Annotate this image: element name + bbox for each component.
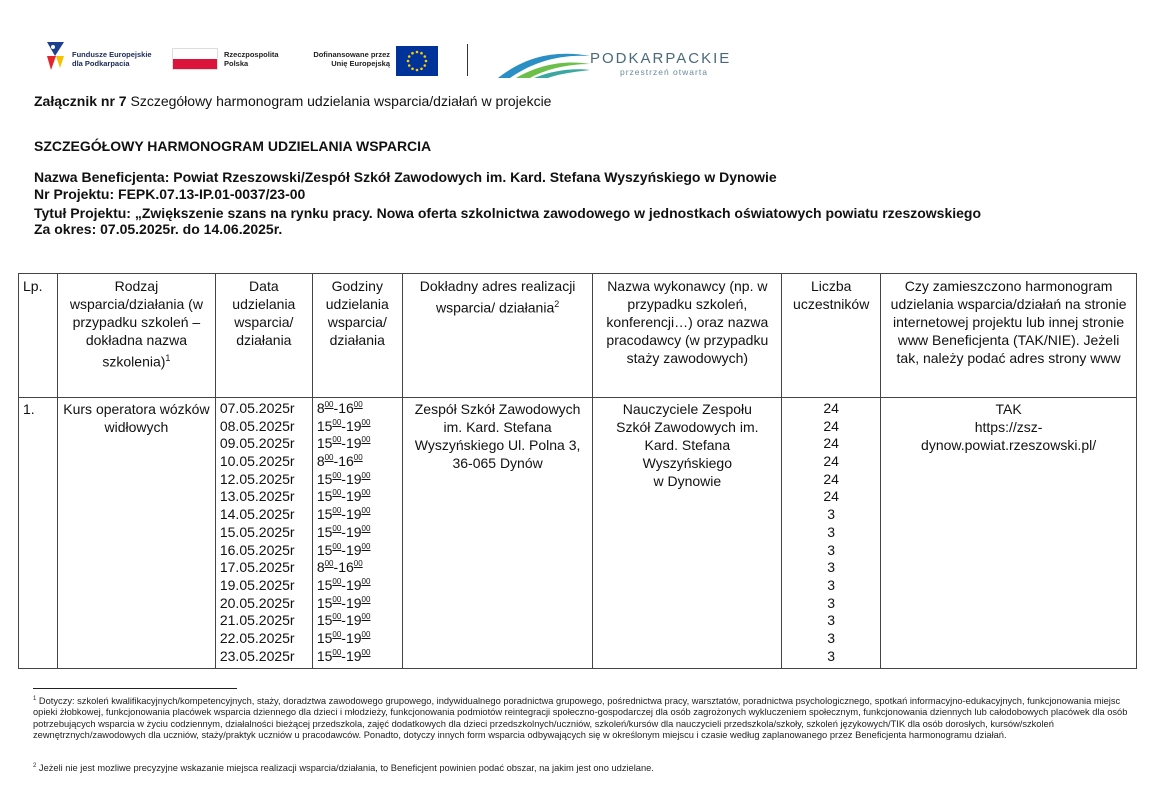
- session-hours: $15^{00}-19^{00}$: [316, 488, 371, 505]
- session-hours: $15^{00}-19^{00}$: [316, 576, 371, 593]
- col-header-published: Czy zamieszczono harmonogram udzielania wsparcia/działań na stronie internetowej projektu lub innej stronie www Beneficjenta (TAK/NIE). Jeżeli tak, należy podać adres strony www: [881, 274, 1137, 398]
- session-date: 16.05.2025r: [219, 541, 295, 558]
- cell-hours: [312, 398, 402, 669]
- session-hours: $15^{00}-19^{00}$: [316, 612, 371, 629]
- poland-logo-text: Rzeczpospolita Polska: [224, 50, 279, 68]
- col-header-hours: Godziny udzielania wsparcia/ działania: [312, 274, 402, 398]
- podkarpackie-logo-text: PODKARPACKIE: [590, 50, 732, 67]
- session-date: 19.05.2025r: [219, 576, 295, 593]
- podkarpackie-tagline: przestrzeń otwarta: [620, 67, 708, 77]
- eu-logo-text: Dofinansowane przez Unię Europejską: [313, 50, 390, 68]
- session-count: 3: [827, 506, 836, 523]
- session-hours: $15^{00}-19^{00}$: [316, 417, 371, 434]
- session-count: 3: [827, 647, 836, 664]
- session-hours: $15^{00}-19^{00}$: [316, 470, 371, 487]
- session-hours: $15^{00}-19^{00}$: [316, 541, 371, 558]
- session-count: 24: [823, 400, 839, 416]
- logo-bar: [44, 38, 754, 80]
- col-header-count: Liczba uczestników: [782, 274, 881, 398]
- session-date: 20.05.2025r: [219, 594, 295, 611]
- col-header-lp: Lp.: [19, 274, 58, 398]
- session-hours: $15^{00}-19^{00}$: [316, 629, 371, 646]
- session-hours: $15^{00}-19^{00}$: [316, 594, 371, 611]
- session-date: 23.05.2025r: [219, 647, 295, 664]
- session-count: 24: [823, 435, 839, 452]
- session-count: 24: [823, 488, 839, 505]
- session-hours: $15^{00}-19^{00}$: [316, 506, 371, 523]
- session-hours: $8^{00}-16^{00}$: [316, 400, 363, 416]
- session-count: 3: [827, 594, 836, 611]
- session-count: 3: [827, 523, 836, 540]
- footnote-1: $^1$ Dotyczy: szkoleń kwalifikacyjnych/kompetencyjnych, staży, doradztwa zawodowego grupowego, indywidualnego poradnictwa grupowego, pośrednictwa pracy, warsztatów, poradnictwa psychologicznego, spotkań informacyjno-edukacyjnych, funkcjonowania miejsc opieki żłobkowej, funkcjonowania placówek wsparcia dziennego dla dzieci i młodzieży, funkcjonowania podmiotów reintegracji społeczno-gospodarczej dla osób zagrożonych wykluczeniem społecznym, funkcjonowania dziennych lub całodobowych placówek dla osób potrzebujących wsparcia w życiu codziennym, działalności bieżącej przedszkola, zajęć dodatkowych dla dzieci przedszkolnych/uczniów, szkoleń/kursów dla nauczycieli przedszkola/szkoły, szkoleń językowych/TIK dla osób dorosłych, kursów/szkoleń zewnętrznych/zawodowych dla uczniów, staży/praktyk uczniów u pracodawców. Ponadto, dotyczy innych form wsparcia odbywających się w określonym miejscu i czasie według zaplanowanego przez Beneficjenta harmonogramu działań.: [33, 696, 1128, 740]
- session-date: 22.05.2025r: [219, 629, 295, 646]
- col-header-date: Data udzielania wsparcia/ działania: [215, 274, 312, 398]
- schedule-table: [18, 273, 1137, 669]
- table-row: [19, 398, 1137, 669]
- session-date: 08.05.2025r: [219, 417, 295, 434]
- session-date: 09.05.2025r: [219, 435, 295, 452]
- fe-logo-icon: [44, 40, 68, 72]
- footnote-2: $^2$ Jeżeli nie jest mozliwe precyzyjne wskazanie miejsca realizacji wsparcia/działania, to Beneficjent powinien podać obszar, na jakim jest ono udzielane.: [33, 763, 654, 773]
- session-date: 14.05.2025r: [219, 506, 295, 523]
- session-date: 12.05.2025r: [219, 470, 295, 487]
- session-count: 3: [827, 576, 836, 593]
- session-date: 07.05.2025r: [219, 400, 295, 416]
- session-count: 24: [823, 470, 839, 487]
- eu-flag-icon: [396, 46, 438, 76]
- cell-published: TAK https://zsz- dynow.powiat.rzeszowski.pl/: [881, 398, 1137, 669]
- cell-contractor: Nauczyciele Zespołu Szkół Zawodowych im. Kard. Stefana Wyszyńskiego w Dynowie: [593, 398, 782, 669]
- attachment-line: Załącznik nr 7 Szczegółowy harmonogram udzielania wsparcia/działań w projekcie: [34, 93, 552, 109]
- beneficiary-line: Nazwa Beneficjenta: Powiat Rzeszowski/Zespół Szkół Zawodowych im. Kard. Stefana Wyszyńskiego w Dynowie: [34, 169, 777, 185]
- session-count: 3: [827, 629, 836, 646]
- footnote-divider: [33, 688, 237, 689]
- cell-address: Zespół Szkół Zawodowych im. Kard. Stefana Wyszyńskiego Ul. Polna 3, 36-065 Dynów: [402, 398, 593, 669]
- project-number-line: Nr Projektu: FEPK.07.13-IP.01-0037/23-00: [34, 186, 306, 202]
- session-count: 24: [823, 417, 839, 434]
- session-count: 3: [827, 612, 836, 629]
- session-hours: $8^{00}-16^{00}$: [316, 453, 363, 470]
- session-date: 21.05.2025r: [219, 612, 295, 629]
- col-header-address: Dokładny adres realizacji wsparcia/ działania$^2$: [402, 274, 593, 398]
- session-count: 3: [827, 541, 836, 558]
- page-title: SZCZEGÓŁOWY HARMONOGRAM UDZIELANIA WSPARCIA: [34, 138, 432, 154]
- cell-counts: [782, 398, 881, 669]
- session-date: 17.05.2025r: [219, 559, 295, 576]
- session-hours: $15^{00}-19^{00}$: [316, 435, 371, 452]
- col-header-type: Rodzaj wsparcia/działania (w przypadku szkoleń – dokładna nazwa szkolenia)$^1$: [57, 274, 215, 398]
- poland-flag-icon: [172, 48, 218, 70]
- period-line: Za okres: 07.05.2025r. do 14.06.2025r.: [34, 221, 283, 237]
- session-date: 10.05.2025r: [219, 453, 295, 470]
- session-count: 24: [823, 453, 839, 470]
- logo-separator: [467, 44, 468, 76]
- session-hours: $8^{00}-16^{00}$: [316, 559, 363, 576]
- podkarpackie-logo-icon: [496, 46, 592, 80]
- session-hours: $15^{00}-19^{00}$: [316, 647, 371, 664]
- session-date: 13.05.2025r: [219, 488, 295, 505]
- session-date: 15.05.2025r: [219, 523, 295, 540]
- fe-logo-text: Fundusze Europejskie dla Podkarpacia: [72, 50, 152, 68]
- session-count: 3: [827, 559, 836, 576]
- cell-lp: 1.: [19, 398, 58, 669]
- col-header-contractor: Nazwa wykonawcy (np. w przypadku szkoleń, konferencji…) oraz nazwa pracodawcy (w przypadku staży zawodowych): [593, 274, 782, 398]
- project-title-line: Tytuł Projektu: „Zwiększenie szans na rynku pracy. Nowa oferta szkolnictwa zawodowego w jednostkach oświatowych powiatu rzeszowskiego: [34, 205, 982, 221]
- cell-type: Kurs operatora wózków widłowych: [57, 398, 215, 669]
- session-hours: $15^{00}-19^{00}$: [316, 523, 371, 540]
- cell-dates: [215, 398, 312, 669]
- table-header-row: [19, 274, 1137, 398]
